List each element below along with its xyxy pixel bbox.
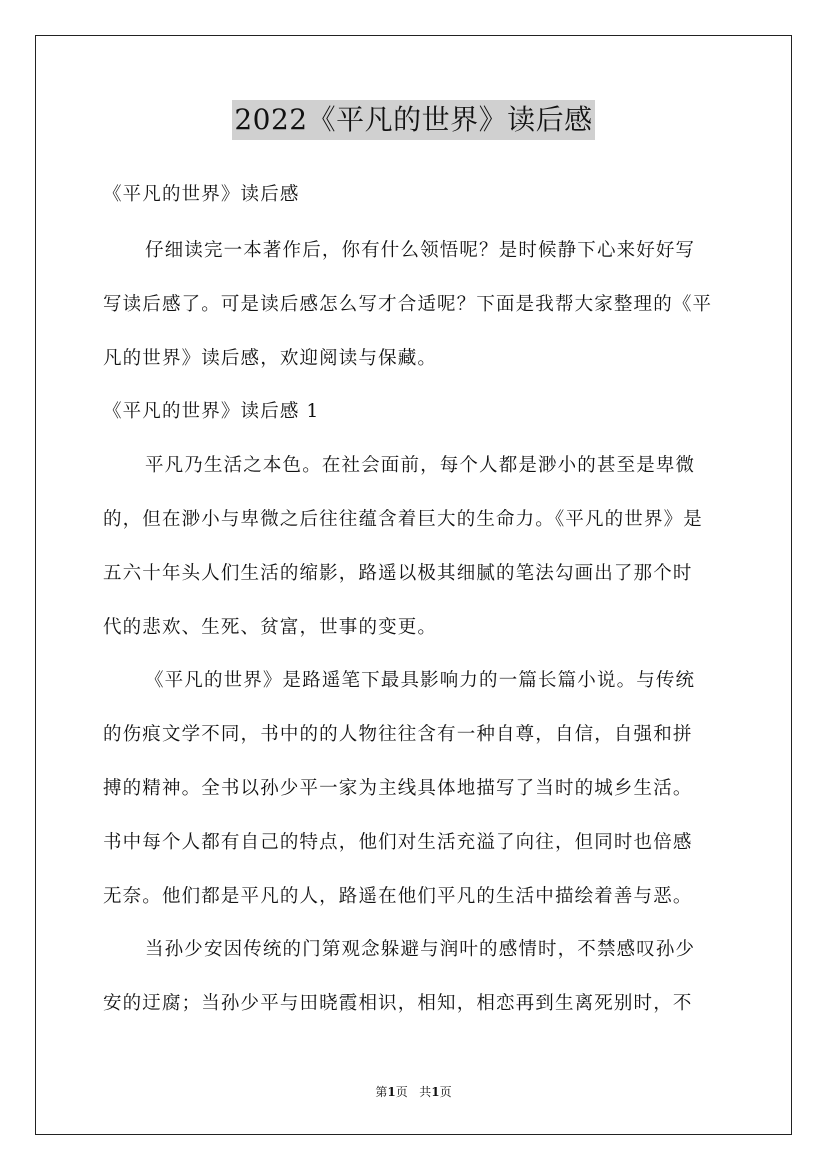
total-unit: 页 [439,1085,452,1099]
document-body [103,166,726,1031]
paragraph-line: 仔细读完一本著作后，你有什么领悟呢？是时候静下心来好好写 [145,240,696,261]
total-label: 共 [419,1085,432,1099]
section-heading: 《平凡的世界》读后感 1 [103,401,320,423]
paragraph-line: 无奈。他们都是平凡的人，路遥在他们平凡的生活中描绘着善与恶。 [103,885,693,907]
page-unit: 页 [395,1085,408,1099]
paragraph-line: 搏的精神。全书以孙少平一家为主线具体地描写了当时的城乡生活。 [103,777,693,799]
paragraph-line: 书中每个人都有自己的特点，他们对生活充溢了向往，但同时也倍感 [103,831,693,853]
paragraph-line: 凡的世界》读后感，欢迎阅读与保藏。 [103,347,438,369]
paragraph-line: 写读后感了。可是读后感怎么写才合适呢？下面是我帮大家整理的《平 [103,293,713,315]
total-pages: 1 [431,1085,440,1099]
page-label: 第 [375,1085,388,1099]
paragraph-line: 的，但在渺小与卑微之后往往蕴含着巨大的生命力。《平凡的世界》是 [103,508,703,530]
page-number: 1 [387,1085,396,1099]
section-heading: 《平凡的世界》读后感 [103,184,300,205]
paragraph-line: 安的迂腐；当孙少平与田晓霞相识，相知，相恋再到生离死别时，不 [103,993,693,1015]
paragraph-line: 代的悲欢、生死、贫富，世事的变更。 [103,616,438,638]
page-footer [0,1082,827,1102]
paragraph-line: 当孙少安因传统的门第观念躲避与润叶的感情时，不禁感叹孙少 [145,939,696,961]
document-title: 2022《平凡的世界》读后感 [232,100,594,140]
title-container [0,100,827,140]
paragraph-line: 《平凡的世界》是路遥笔下最具影响力的一篇长篇小说。与传统 [145,670,696,692]
paragraph-line: 五六十年头人们生活的缩影，路遥以极其细腻的笔法勾画出了那个时 [103,562,693,584]
paragraph-line: 的伤痕文学不同，书中的的人物往往含有一种自尊，自信，自强和拼 [103,724,693,746]
paragraph-line: 平凡乃生活之本色。在社会面前，每个人都是渺小的甚至是卑微 [145,455,696,477]
